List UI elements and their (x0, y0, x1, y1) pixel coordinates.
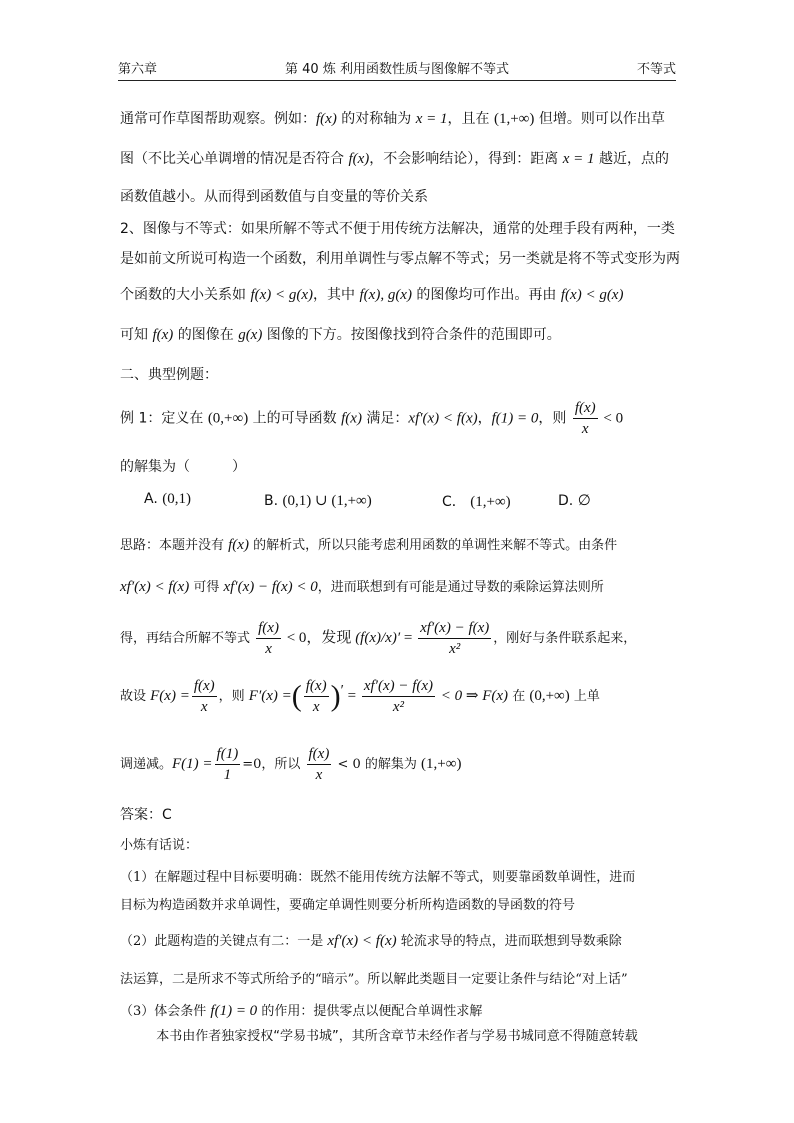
math: x = 1 (562, 151, 595, 167)
solution-line-2 (120, 576, 674, 596)
text: ，则 (538, 410, 571, 427)
fraction (418, 618, 491, 659)
math: f(1) = 0 (491, 410, 539, 427)
text: 但增。则可以作出草 (534, 111, 665, 127)
example1-line-2: 的解集为（ ） (120, 459, 246, 475)
header-section: 不等式 (636, 62, 676, 77)
left-paren: ( (291, 679, 302, 713)
text: 的作用：提供零点以便配合单调性求解 (257, 1004, 483, 1019)
text: 越近，点的 (594, 151, 669, 167)
option-b (264, 491, 372, 510)
text: 轮流求导的特点，进而联想到导数乘除 (396, 934, 622, 949)
text: 例 1：定义在 (120, 410, 208, 427)
fraction-numerator: f(1) (215, 744, 241, 765)
notes-title: 小炼有话说： (120, 838, 199, 853)
header-rule (118, 80, 676, 81)
text: 满足： (361, 410, 409, 427)
fraction-denominator: x (265, 641, 272, 657)
math: F(1) = (172, 756, 213, 772)
note-3 (120, 1000, 674, 1020)
text: ， (477, 410, 492, 427)
option-d (558, 491, 591, 510)
text: =0，所以 (242, 757, 305, 772)
math: xf′(x) < f(x) (120, 579, 190, 595)
intro-line-3: 函数值越小。从而得到函数值与自变量的等价关系 (120, 189, 428, 205)
text: ，刚好与条件联系起来， (493, 631, 637, 646)
text: 通常可作草图帮助观察。例如： (120, 111, 316, 127)
option-c (442, 491, 511, 511)
section2-line-4 (120, 324, 674, 344)
math: (0,+∞) (529, 688, 570, 704)
text: 上的可导函数 (248, 410, 342, 427)
math: xf′(x) − f(x) < 0 (223, 579, 318, 595)
text: ，则 (218, 689, 249, 704)
text: < 0 的解集为 (333, 757, 422, 772)
text: 调递减。 (120, 757, 173, 772)
option-label: B. (264, 493, 279, 509)
text: 的图像均可作出。再由 (411, 287, 561, 303)
prime-mark: ′ (340, 682, 344, 699)
math: f(x) (348, 151, 370, 167)
fraction (362, 676, 435, 717)
math: f(x) < g(x) (250, 287, 314, 303)
math: f(x) (341, 410, 362, 427)
section2-line-2: 是如前文所说可构造一个函数，利用单调性与零点解不等式；另一类就是将不等式变形为两 (120, 251, 680, 267)
math: f(x) (228, 537, 249, 553)
copyright-footer: 本书由作者独家授权“学易书城”，其所含章节未经作者与学易书城同意不得随意转载 (156, 1029, 638, 1044)
math: < 0 (599, 410, 624, 427)
note-2-line-2: 法运算，二是所求不等式所给予的“暗示”。所以解此类题目一定要让条件与结论“对上话” (120, 972, 628, 987)
option-a (144, 491, 191, 508)
fraction-denominator: x (312, 699, 320, 715)
text: 图（不比关心单调增的情况是否符合 (120, 151, 349, 167)
fraction-denominator: x² (449, 641, 461, 657)
math: (f(x)/x)′ (355, 630, 401, 646)
text: 的图像在 (173, 327, 239, 343)
text: 思路：本题并没有 (120, 538, 229, 553)
math: F(x) = (150, 688, 190, 704)
fraction-denominator: 1 (223, 767, 232, 783)
fraction-denominator: x (200, 699, 208, 715)
option-value: (0,1) (162, 491, 191, 507)
text: 可得 (189, 580, 224, 595)
page-header (118, 58, 676, 80)
solution-line-4 (120, 676, 674, 717)
math: x = 1 (415, 111, 448, 127)
header-title: 第 40 炼 利用函数性质与图像解不等式 (285, 62, 509, 77)
note-1-line-2: 目标为构造函数并求单调性，要确定单调性则要分析所构造函数的导函数的符号 (120, 898, 576, 913)
solution-line-1 (120, 534, 674, 554)
right-paren: ) (330, 679, 341, 713)
fraction-numerator: f(x) (256, 618, 281, 639)
text: 个函数的大小关系如 (120, 287, 251, 303)
text: 的解析式，所以只能考虑利用函数的单调性来解不等式。由条件 (248, 538, 618, 553)
text: ，其中 (313, 287, 360, 303)
option-label: A. (144, 491, 158, 507)
math: f(x) < g(x) (560, 287, 624, 303)
fraction (256, 618, 281, 659)
option-value: (1,+∞) (470, 494, 511, 510)
fraction (192, 676, 217, 717)
text: 得，再结合所解不等式 (120, 631, 255, 646)
header-chapter: 第六章 (118, 62, 158, 77)
text: 故设 (120, 689, 151, 704)
fraction (307, 744, 332, 785)
text: 可知 (120, 327, 153, 343)
text: （2）此题构造的关键点有二：一是 (120, 934, 328, 949)
intro-line-2 (120, 148, 674, 168)
fraction-numerator: xf′(x) − f(x) (418, 618, 491, 639)
fraction (215, 744, 241, 785)
fraction-denominator: x (581, 421, 589, 437)
text: （3）体会条件 (120, 1004, 211, 1019)
note-2-line-1 (120, 930, 674, 950)
text: ，不会影响结论），得到：距离 (369, 151, 563, 167)
math: xf′(x) < f(x) (327, 933, 397, 949)
math: f(x) (316, 111, 337, 127)
note-1-line-1: （1）在解题过程中目标要明确：既然不能用传统方法解不等式，则要靠函数单调性，进而 (120, 870, 636, 885)
math: (1,+∞) (421, 756, 462, 772)
math: (1,+∞) (493, 111, 535, 127)
math: = (400, 630, 417, 646)
math: f(x), g(x) (359, 287, 412, 303)
fraction-numerator: f(x) (573, 398, 598, 419)
text: 的对称轴为 (336, 111, 416, 127)
text: < 0，发现 (282, 630, 356, 646)
fraction (304, 676, 329, 717)
section2-line-1: 2、图像与不等式：如果所解不等式不便于用传统方法解决，通常的处理手段有两种，一类 (120, 221, 675, 237)
examples-heading: 二、典型例题： (120, 367, 218, 383)
text: ，且在 (447, 111, 494, 127)
fraction-numerator: f(x) (192, 676, 217, 697)
option-value: (0,1) ∪ (1,+∞) (282, 493, 372, 509)
intro-line-1 (120, 108, 674, 128)
math: < 0 ⇒ F(x) (437, 688, 509, 704)
solution-line-3 (120, 618, 674, 659)
section2-line-3 (120, 284, 674, 304)
solution-line-5 (120, 744, 674, 785)
math: (0,+∞) (207, 410, 249, 427)
math: g(x) (238, 327, 263, 343)
example1-line-1 (120, 398, 674, 439)
fraction-numerator: f(x) (304, 676, 329, 697)
math: xf′(x) < f(x) (408, 410, 478, 427)
option-label: C． (442, 494, 466, 510)
fraction-numerator: xf′(x) − f(x) (362, 676, 435, 697)
text: 上单 (569, 689, 600, 704)
math: F′(x) = (248, 688, 292, 704)
fraction (573, 398, 598, 439)
math: f(x) (152, 327, 174, 343)
text: 在 (508, 689, 530, 704)
fraction-denominator: x² (392, 699, 405, 715)
text: 图像的下方。按图像找到符合条件的范围即可。 (262, 327, 561, 343)
math: f(1) = 0 (210, 1003, 258, 1019)
text: ，进而联想到有可能是通过导数的乘除运算法则所 (317, 580, 604, 595)
answer: 答案：C (120, 807, 172, 823)
fraction-denominator: x (315, 767, 323, 783)
fraction-numerator: f(x) (307, 744, 332, 765)
math: = (343, 688, 360, 704)
option-value: ∅ (577, 493, 591, 509)
option-label: D. (558, 493, 574, 509)
